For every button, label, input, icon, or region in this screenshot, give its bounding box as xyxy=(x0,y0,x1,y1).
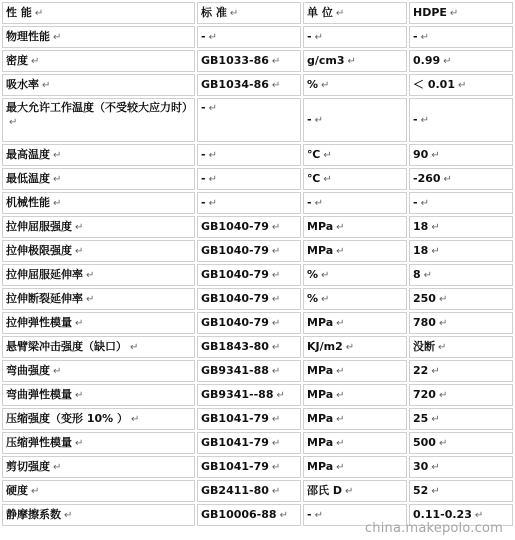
value-cell xyxy=(409,288,513,310)
property-cell xyxy=(2,360,195,382)
return-mark-icon: ↵ xyxy=(314,31,323,43)
property-cell xyxy=(2,264,195,286)
cell-text: 拉伸断裂延伸率 xyxy=(6,291,83,305)
cell-text: ℃ xyxy=(307,171,321,185)
return-mark-icon: ↵ xyxy=(271,461,281,473)
return-mark-icon: ↵ xyxy=(449,7,459,19)
table-row xyxy=(2,26,513,48)
cell-text: 500 xyxy=(413,435,436,449)
return-mark-icon: ↵ xyxy=(347,55,356,67)
table-row xyxy=(2,432,513,454)
return-mark-icon: ↵ xyxy=(336,437,345,449)
property-cell xyxy=(2,192,195,214)
cell-text: MPa xyxy=(307,387,334,401)
cell-text: 压缩弹性模量 xyxy=(6,435,72,449)
property-cell xyxy=(2,432,195,454)
table-header-row xyxy=(2,2,513,24)
cell-text: 25 xyxy=(413,411,429,425)
return-mark-icon: ↵ xyxy=(345,341,355,353)
return-mark-icon: ↵ xyxy=(75,437,84,449)
cell-text: - xyxy=(201,171,206,185)
return-mark-icon: ↵ xyxy=(431,149,440,161)
return-mark-icon: ↵ xyxy=(34,7,44,19)
return-mark-icon: ↵ xyxy=(130,341,139,353)
return-mark-icon: ↵ xyxy=(279,509,288,521)
cell-text: 邵氏 D xyxy=(307,483,342,497)
return-mark-icon: ↵ xyxy=(276,389,285,401)
cell-text: GB1041-79 xyxy=(201,435,269,449)
return-mark-icon: ↵ xyxy=(53,197,62,209)
unit-cell xyxy=(303,480,407,502)
unit-cell xyxy=(303,168,407,190)
return-mark-icon: ↵ xyxy=(9,117,18,128)
return-mark-icon: ↵ xyxy=(443,55,452,67)
value-cell xyxy=(409,432,513,454)
cell-text: 剪切强度 xyxy=(6,459,50,473)
return-mark-icon: ↵ xyxy=(336,413,345,425)
cell-text: 30 xyxy=(413,459,429,473)
cell-text: GB9341--88 xyxy=(201,387,274,401)
cell-text: 18 xyxy=(413,219,429,233)
value-cell xyxy=(409,480,513,502)
unit-cell xyxy=(303,192,407,214)
standard-cell xyxy=(197,312,301,334)
cell-text: % xyxy=(307,267,319,281)
unit-cell xyxy=(303,26,407,48)
standard-cell xyxy=(197,432,301,454)
standard-cell xyxy=(197,384,301,406)
cell-text: GB1040-79 xyxy=(201,315,269,329)
value-cell xyxy=(409,360,513,382)
standard-cell xyxy=(197,288,301,310)
value-cell xyxy=(409,216,513,238)
return-mark-icon: ↵ xyxy=(229,7,239,19)
return-mark-icon: ↵ xyxy=(53,31,62,43)
cell-text: GB10006-88 xyxy=(201,507,277,521)
return-mark-icon: ↵ xyxy=(271,485,281,497)
cell-text: g/cm3 xyxy=(307,53,345,67)
cell-text: 拉伸屈服强度 xyxy=(6,219,72,233)
table-row xyxy=(2,216,513,238)
table-row xyxy=(2,144,513,166)
cell-text: MPa xyxy=(307,315,334,329)
standard-cell xyxy=(197,480,301,502)
standard-cell xyxy=(197,504,301,526)
return-mark-icon: ↵ xyxy=(443,173,452,185)
return-mark-icon: ↵ xyxy=(438,317,448,329)
value-cell xyxy=(409,192,513,214)
table-row xyxy=(2,336,513,358)
return-mark-icon: ↵ xyxy=(314,197,323,209)
cell-text: - xyxy=(413,112,418,126)
return-mark-icon: ↵ xyxy=(438,437,448,449)
return-mark-icon: ↵ xyxy=(431,413,440,425)
return-mark-icon: ↵ xyxy=(336,389,345,401)
property-cell xyxy=(2,408,195,430)
cell-text: GB2411-80 xyxy=(201,483,269,497)
value-cell xyxy=(409,74,513,96)
cell-text: 250 xyxy=(413,291,436,305)
standard-cell xyxy=(197,144,301,166)
return-mark-icon: ↵ xyxy=(53,173,62,185)
value-cell xyxy=(409,384,513,406)
return-mark-icon: ↵ xyxy=(431,485,440,497)
cell-text: 机械性能 xyxy=(6,195,50,209)
cell-text: 720 xyxy=(413,387,436,401)
cell-text: 22 xyxy=(413,363,429,377)
standard-cell xyxy=(197,336,301,358)
return-mark-icon: ↵ xyxy=(86,293,95,305)
return-mark-icon: ↵ xyxy=(271,437,281,449)
return-mark-icon: ↵ xyxy=(53,461,62,473)
return-mark-icon: ↵ xyxy=(271,341,281,353)
return-mark-icon: ↵ xyxy=(431,365,440,377)
properties-table-body xyxy=(2,2,513,526)
cell-text: MPa xyxy=(307,459,334,473)
cell-text: ℃ xyxy=(307,147,321,161)
unit-cell xyxy=(303,216,407,238)
cell-text: - xyxy=(413,195,418,209)
property-cell xyxy=(2,384,195,406)
return-mark-icon: ↵ xyxy=(131,413,140,425)
header-cell xyxy=(409,2,513,24)
header-cell xyxy=(197,2,301,24)
cell-text: 物理性能 xyxy=(6,29,50,43)
unit-cell xyxy=(303,74,407,96)
return-mark-icon: ↵ xyxy=(323,173,332,185)
table-row xyxy=(2,456,513,478)
cell-text: 压缩强度（变形 10% ） xyxy=(6,411,128,425)
cell-text: 弯曲弹性模量 xyxy=(6,387,72,401)
return-mark-icon: ↵ xyxy=(53,365,62,377)
cell-text: 最低温度 xyxy=(6,171,50,185)
return-mark-icon: ↵ xyxy=(271,293,281,305)
cell-text: % xyxy=(307,77,319,91)
return-mark-icon: ↵ xyxy=(457,79,467,91)
cell-text: 硬度 xyxy=(6,483,28,497)
table-row xyxy=(2,408,513,430)
unit-cell xyxy=(303,384,407,406)
return-mark-icon: ↵ xyxy=(438,389,448,401)
cell-text: - xyxy=(307,195,312,209)
cell-text: ＜ 0.01 xyxy=(413,77,455,91)
cell-text: 90 xyxy=(413,147,429,161)
return-mark-icon: ↵ xyxy=(75,389,84,401)
cell-text: GB1040-79 xyxy=(201,267,269,281)
property-cell xyxy=(2,504,195,526)
property-cell xyxy=(2,26,195,48)
cell-text: 最高温度 xyxy=(6,147,50,161)
standard-cell xyxy=(197,74,301,96)
unit-cell xyxy=(303,432,407,454)
cell-text: 780 xyxy=(413,315,436,329)
return-mark-icon: ↵ xyxy=(86,269,95,281)
property-cell xyxy=(2,336,195,358)
unit-cell xyxy=(303,264,407,286)
value-cell xyxy=(409,168,513,190)
cell-text: HDPE xyxy=(413,5,447,19)
return-mark-icon: ↵ xyxy=(271,413,281,425)
return-mark-icon: ↵ xyxy=(271,317,281,329)
return-mark-icon: ↵ xyxy=(431,221,440,233)
return-mark-icon: ↵ xyxy=(321,269,330,281)
return-mark-icon: ↵ xyxy=(438,293,448,305)
value-cell xyxy=(409,50,513,72)
site-watermark: china.makepolo.com xyxy=(364,521,503,536)
standard-cell xyxy=(197,168,301,190)
return-mark-icon: ↵ xyxy=(431,245,440,257)
return-mark-icon: ↵ xyxy=(75,317,84,329)
cell-text: 弯曲强度 xyxy=(6,363,50,377)
value-cell xyxy=(409,98,513,142)
standard-cell xyxy=(197,50,301,72)
return-mark-icon: ↵ xyxy=(314,509,323,521)
unit-cell xyxy=(303,50,407,72)
cell-text: - xyxy=(307,507,312,521)
standard-cell xyxy=(197,264,301,286)
standard-cell xyxy=(197,408,301,430)
cell-text: 最大允许工作温度（不受较大应力时） xyxy=(6,101,193,114)
cell-text: - xyxy=(413,29,418,43)
return-mark-icon: ↵ xyxy=(321,293,330,305)
table-row xyxy=(2,74,513,96)
cell-text: GB1034-86 xyxy=(201,77,269,91)
table-row xyxy=(2,480,513,502)
cell-text: 0.11-0.23 xyxy=(413,507,472,521)
return-mark-icon: ↵ xyxy=(344,485,354,497)
return-mark-icon: ↵ xyxy=(208,149,217,161)
property-cell xyxy=(2,240,195,262)
property-cell xyxy=(2,312,195,334)
table-row xyxy=(2,168,513,190)
table-row xyxy=(2,240,513,262)
return-mark-icon: ↵ xyxy=(335,7,345,19)
value-cell xyxy=(409,26,513,48)
cell-text: GB1040-79 xyxy=(201,219,269,233)
cell-text: MPa xyxy=(307,219,334,233)
return-mark-icon: ↵ xyxy=(474,509,484,521)
cell-text: - xyxy=(201,195,206,209)
return-mark-icon: ↵ xyxy=(31,55,40,67)
property-cell xyxy=(2,168,195,190)
value-cell xyxy=(409,408,513,430)
cell-text: 0.99 xyxy=(413,53,441,67)
table-row xyxy=(2,312,513,334)
unit-cell xyxy=(303,144,407,166)
cell-text: 52 xyxy=(413,483,429,497)
table-row xyxy=(2,50,513,72)
cell-text: 没断 xyxy=(413,339,435,353)
return-mark-icon: ↵ xyxy=(271,269,281,281)
return-mark-icon: ↵ xyxy=(271,245,281,257)
cell-text: - xyxy=(307,29,312,43)
unit-cell xyxy=(303,240,407,262)
cell-text: 性 能 xyxy=(6,5,32,19)
property-cell xyxy=(2,98,195,142)
return-mark-icon: ↵ xyxy=(423,269,433,281)
cell-text: - xyxy=(201,29,206,43)
cell-text: 静摩擦系数 xyxy=(6,507,61,521)
return-mark-icon: ↵ xyxy=(314,114,323,126)
return-mark-icon: ↵ xyxy=(336,461,345,473)
cell-text: 标 准 xyxy=(201,5,227,19)
cell-text: - xyxy=(307,112,312,126)
cell-text: 吸水率 xyxy=(6,77,39,91)
property-cell xyxy=(2,480,195,502)
property-cell xyxy=(2,288,195,310)
return-mark-icon: ↵ xyxy=(271,221,281,233)
return-mark-icon: ↵ xyxy=(64,509,73,521)
return-mark-icon: ↵ xyxy=(208,173,217,185)
return-mark-icon: ↵ xyxy=(271,79,281,91)
return-mark-icon: ↵ xyxy=(75,245,84,257)
header-cell xyxy=(2,2,195,24)
cell-text: GB1033-86 xyxy=(201,53,269,67)
cell-text: 拉伸极限强度 xyxy=(6,243,72,257)
cell-text: - xyxy=(201,147,206,161)
cell-text: 密度 xyxy=(6,53,28,67)
standard-cell xyxy=(197,216,301,238)
standard-cell xyxy=(197,456,301,478)
table-row xyxy=(2,288,513,310)
cell-text: 18 xyxy=(413,243,429,257)
table-row xyxy=(2,192,513,214)
value-cell xyxy=(409,144,513,166)
return-mark-icon: ↵ xyxy=(53,149,62,161)
unit-cell xyxy=(303,312,407,334)
cell-text: MPa xyxy=(307,411,334,425)
table-row xyxy=(2,264,513,286)
cell-text: MPa xyxy=(307,363,334,377)
return-mark-icon: ↵ xyxy=(420,31,429,43)
standard-cell xyxy=(197,192,301,214)
cell-text: MPa xyxy=(307,435,334,449)
value-cell xyxy=(409,312,513,334)
cell-text: -260 xyxy=(413,171,441,185)
unit-cell xyxy=(303,336,407,358)
return-mark-icon: ↵ xyxy=(42,79,51,91)
return-mark-icon: ↵ xyxy=(420,114,429,126)
cell-text: GB1041-79 xyxy=(201,411,269,425)
return-mark-icon: ↵ xyxy=(438,341,447,353)
standard-cell xyxy=(197,240,301,262)
cell-text: 单 位 xyxy=(307,5,333,19)
cell-text: MPa xyxy=(307,243,334,257)
cell-text: % xyxy=(307,291,319,305)
property-cell xyxy=(2,144,195,166)
value-cell xyxy=(409,336,513,358)
return-mark-icon: ↵ xyxy=(271,365,281,377)
unit-cell xyxy=(303,98,407,142)
standard-cell xyxy=(197,98,301,142)
return-mark-icon: ↵ xyxy=(336,365,345,377)
cell-text: GB1040-79 xyxy=(201,291,269,305)
value-cell xyxy=(409,456,513,478)
return-mark-icon: ↵ xyxy=(431,461,440,473)
cell-text: GB9341-88 xyxy=(201,363,269,377)
return-mark-icon: ↵ xyxy=(31,485,40,497)
cell-text: GB1843-80 xyxy=(201,339,269,353)
cell-text: - xyxy=(201,101,206,114)
return-mark-icon: ↵ xyxy=(420,197,429,209)
return-mark-icon: ↵ xyxy=(208,31,217,43)
return-mark-icon: ↵ xyxy=(321,79,330,91)
return-mark-icon: ↵ xyxy=(323,149,332,161)
cell-text: 8 xyxy=(413,267,421,281)
return-mark-icon: ↵ xyxy=(336,245,345,257)
unit-cell xyxy=(303,408,407,430)
table-row xyxy=(2,360,513,382)
cell-text: 悬臂梁冲击强度（缺口） xyxy=(6,339,127,353)
table-row xyxy=(2,384,513,406)
property-cell xyxy=(2,456,195,478)
header-cell xyxy=(303,2,407,24)
value-cell xyxy=(409,264,513,286)
cell-text: GB1040-79 xyxy=(201,243,269,257)
unit-cell xyxy=(303,456,407,478)
standard-cell xyxy=(197,26,301,48)
cell-text: GB1041-79 xyxy=(201,459,269,473)
return-mark-icon: ↵ xyxy=(208,197,217,209)
table-row xyxy=(2,98,513,142)
return-mark-icon: ↵ xyxy=(208,103,217,114)
property-cell xyxy=(2,216,195,238)
value-cell xyxy=(409,240,513,262)
unit-cell xyxy=(303,360,407,382)
unit-cell xyxy=(303,288,407,310)
return-mark-icon: ↵ xyxy=(75,221,84,233)
property-cell xyxy=(2,50,195,72)
standard-cell xyxy=(197,360,301,382)
cell-text: KJ/m2 xyxy=(307,339,343,353)
cell-text: 拉伸屈服延伸率 xyxy=(6,267,83,281)
return-mark-icon: ↵ xyxy=(271,55,281,67)
cell-text: 拉伸弹性模量 xyxy=(6,315,72,329)
property-cell xyxy=(2,74,195,96)
return-mark-icon: ↵ xyxy=(336,221,345,233)
return-mark-icon: ↵ xyxy=(336,317,345,329)
